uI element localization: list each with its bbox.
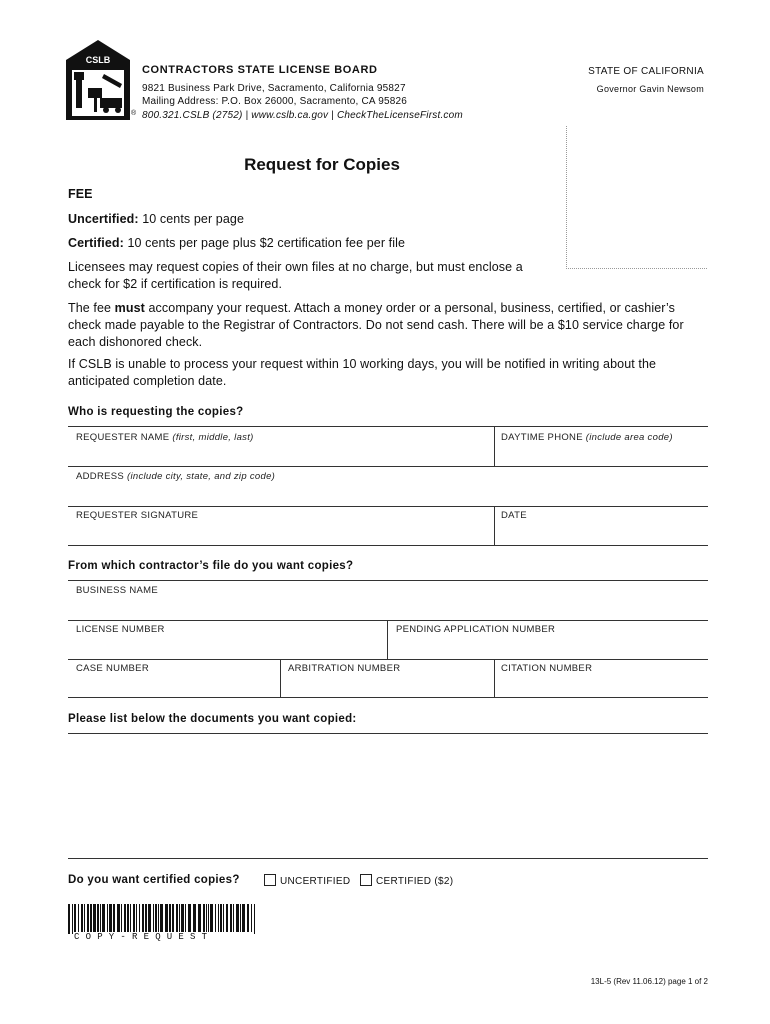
barcode-bar — [188, 904, 191, 934]
registered-mark: ® — [131, 110, 137, 117]
barcode-bar — [242, 904, 245, 934]
requester-name-field[interactable] — [68, 426, 494, 466]
fee-uncertified — [68, 211, 708, 228]
license-number-label: LICENSE NUMBER — [76, 624, 165, 635]
address-label: ADDRESS (include city, state, and zip code) — [76, 471, 276, 482]
barcode-bar — [158, 904, 159, 934]
barcode-bar — [107, 904, 108, 934]
case-number-field[interactable] — [68, 659, 280, 697]
barcode-bar — [176, 904, 178, 934]
address-line: 9821 Business Park Drive, Sacramento, California 95827 — [142, 83, 406, 94]
option-uncertified[interactable] — [264, 874, 350, 887]
barcode-bar — [74, 904, 76, 934]
address-field[interactable] — [68, 466, 708, 506]
barcode-bar — [198, 904, 201, 934]
requester-signature-field[interactable] — [68, 506, 494, 545]
barcode-bar — [87, 904, 89, 934]
barcode-bar — [236, 904, 239, 934]
barcode-bar — [145, 904, 147, 934]
business-name-label: BUSINESS NAME — [76, 585, 159, 596]
delay-note: If CSLB is unable to process your request within 10 working days, you will be notified in writing about the anticipated completion date. — [68, 357, 657, 388]
barcode-bar — [179, 904, 180, 934]
barcode-bar — [81, 904, 83, 934]
state-label: STATE OF CALIFORNIA — [588, 66, 704, 77]
barcode-bar — [247, 904, 249, 934]
barcode-bar — [215, 904, 216, 934]
barcode-bar — [254, 904, 255, 934]
barcode-bar — [121, 904, 122, 934]
page-title: Request for Copies — [244, 155, 400, 174]
citation-number-label: CITATION NUMBER — [501, 663, 593, 674]
logo-text: CSLB — [85, 55, 111, 65]
citation-number-field[interactable] — [494, 659, 708, 697]
barcode-bar — [193, 904, 196, 934]
barcode-bar — [181, 904, 184, 934]
daytime-phone-label: DAYTIME PHONE (include area code) — [501, 432, 673, 443]
barcode-bar — [218, 904, 219, 934]
fee-uncertified-label: Uncertified: — [68, 212, 139, 226]
licensee-note: Licensees may request copies of their own files at no charge, but must enclose a check for $2 if certification is required. — [68, 260, 523, 291]
divider — [68, 858, 708, 859]
barcode-bar — [97, 904, 99, 934]
payment-note-pre: The fee — [68, 301, 115, 315]
payment-note-must: must — [114, 301, 145, 315]
uncertified-label: UNCERTIFIED — [280, 876, 351, 887]
license-number-field[interactable] — [68, 620, 387, 659]
arbitration-number-field[interactable] — [280, 659, 494, 697]
date-field[interactable] — [494, 506, 708, 545]
barcode-bar — [251, 904, 252, 934]
divider — [68, 697, 708, 698]
payment-note — [68, 300, 708, 351]
barcode-bar — [68, 904, 70, 934]
barcode-bar — [160, 904, 163, 934]
fee-certified — [68, 235, 708, 252]
barcode-bar — [220, 904, 222, 934]
barcode-bar — [100, 904, 101, 934]
certified-question: Do you want certified copies? — [68, 874, 240, 886]
requester-name-label: REQUESTER NAME (first, middle, last) — [76, 432, 254, 443]
pending-application-field[interactable] — [387, 620, 708, 659]
barcode-bar — [109, 904, 112, 934]
daytime-phone-field[interactable] — [494, 426, 708, 466]
barcode-text: COPY-REQUEST — [74, 932, 254, 942]
barcode-bar — [136, 904, 137, 934]
barcode-bar — [230, 904, 232, 934]
barcode-bar — [142, 904, 144, 934]
documents-heading: Please list below the documents you want copied: — [68, 713, 357, 725]
barcode-bar — [72, 904, 73, 934]
uncertified-checkbox[interactable] — [264, 874, 276, 886]
contact-line: 800.321.CSLB (2752) | www.cslb.ca.gov | CheckTheLicenseFirst.com — [142, 110, 463, 121]
cslb-logo — [66, 40, 130, 120]
barcode-bar — [223, 904, 224, 934]
barcode-bar — [210, 904, 213, 934]
fee-certified-text: 10 cents per page plus $2 certification fee per file — [123, 236, 406, 250]
barcode-bar — [148, 904, 151, 934]
documents-list-field[interactable] — [68, 733, 708, 858]
barcode-bar — [172, 904, 174, 934]
barcode-bar — [102, 904, 105, 934]
requester-heading: Who is requesting the copies? — [68, 406, 244, 418]
arbitration-number-label: ARBITRATION NUMBER — [288, 663, 401, 674]
fee-heading: FEE — [68, 187, 93, 201]
case-number-label: CASE NUMBER — [76, 663, 149, 674]
governor-label: Governor Gavin Newsom — [596, 84, 704, 94]
barcode-bar — [124, 904, 126, 934]
barcode-bar — [185, 904, 186, 934]
pending-application-label: PENDING APPLICATION NUMBER — [396, 624, 556, 635]
barcode-bar — [90, 904, 92, 934]
barcode-bar — [226, 904, 228, 934]
org-name: CONTRACTORS STATE LICENSE BOARD — [142, 64, 378, 76]
barcode-bar — [169, 904, 171, 934]
barcode-bar — [155, 904, 157, 934]
barcode-bar — [78, 904, 79, 934]
barcode-bar — [165, 904, 168, 934]
barcode-bar — [208, 904, 209, 934]
business-name-field[interactable] — [68, 580, 708, 620]
fee-certified-label: Certified: — [68, 236, 124, 250]
form-number: 13L-5 (Rev 11.06.12) page 1 of 2 — [590, 977, 708, 986]
barcode-bar — [127, 904, 129, 934]
barcode-bar — [130, 904, 131, 934]
barcode-bar — [113, 904, 115, 934]
barcode-bar — [139, 904, 140, 934]
barcode-bar — [240, 904, 241, 934]
barcode-bar — [84, 904, 85, 934]
barcode-bar — [133, 904, 135, 934]
divider — [68, 545, 708, 546]
requester-signature-label: REQUESTER SIGNATURE — [76, 510, 199, 521]
barcode-bar — [93, 904, 96, 934]
contractor-heading: From which contractor’s file do you want copies? — [68, 560, 354, 572]
option-certified[interactable] — [360, 874, 453, 887]
barcode-bar — [203, 904, 205, 934]
barcode-bar — [233, 904, 234, 934]
fee-uncertified-text: 10 cents per page — [138, 212, 245, 226]
date-label: DATE — [501, 510, 527, 521]
barcode-bar — [153, 904, 154, 934]
barcode-bar — [117, 904, 120, 934]
payment-note-post: accompany your request. Attach a money order or a personal, business, certified, or cashier’s check made payable to the Registrar of Contractors. Do not send cash. There will be a $10 service charge for each dishonored check. — [68, 301, 684, 349]
barcode-bar — [206, 904, 207, 934]
mailing-address-line: Mailing Address: P.O. Box 26000, Sacramento, CA 95826 — [142, 96, 408, 107]
certified-checkbox[interactable] — [360, 874, 372, 886]
certified-label: CERTIFIED ($2) — [376, 876, 454, 887]
